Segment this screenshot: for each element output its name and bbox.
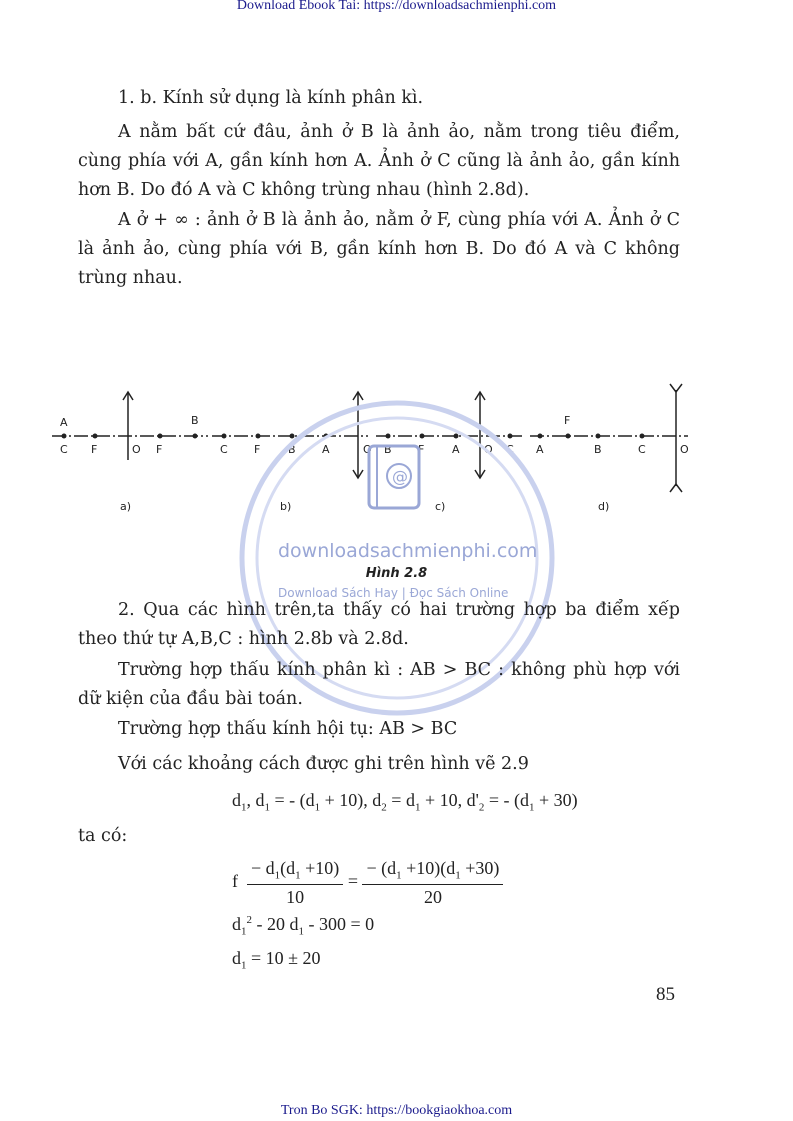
svg-text:@: @: [392, 467, 408, 486]
footer-link[interactable]: Tron Bo SGK: https://bookgiaokhoa.com: [280, 1103, 513, 1118]
svg-text:O: O: [680, 443, 689, 456]
label-B: B: [191, 414, 199, 427]
svg-text:C: C: [506, 443, 514, 456]
equation-3: $d_1^2 - 20$ $d_1 - 300 = 0$: [232, 914, 375, 938]
paragraph-1: A nằm bất cứ đâu, ảnh ở B là ảnh ảo, nằm trong tiêu điểm, cùng phía với A, gần kính hơn A. Ảnh ở C cũng là ảnh ảo, gần kính hơn B. Do đó A và C không trùng nhau (hình 2.8d).: [78, 122, 680, 200]
svg-text:B: B: [594, 443, 602, 456]
equation-4: $d_1 = 10 \pm 20$: [232, 948, 321, 972]
svg-text:F: F: [91, 443, 98, 456]
svg-text:F: F: [156, 443, 163, 456]
svg-text:C: C: [638, 443, 646, 456]
paragraph-3: 2. Qua các hình trên,ta thấy có hai trường hợp ba điểm xếp theo thứ tự A,B,C : hình 2.8b và 2.8d.: [78, 600, 680, 649]
panel-d-label: d): [598, 500, 610, 513]
svg-text:A: A: [452, 443, 460, 456]
svg-text:A: A: [536, 443, 544, 456]
svg-text:F: F: [254, 443, 261, 456]
svg-text:F: F: [564, 414, 571, 427]
paragraph-6: Với các khoảng cách được ghi trên hình vẽ 2.9: [118, 754, 529, 774]
svg-text:B: B: [384, 443, 392, 456]
at-book-icon: [369, 446, 419, 508]
svg-text:C: C: [220, 443, 228, 456]
svg-text:B: B: [288, 443, 296, 456]
figure-caption: Hình 2.8: [365, 566, 428, 581]
watermark-sub: Download Sách Hay | Đọc Sách Online: [278, 586, 509, 600]
svg-text:O: O: [132, 443, 141, 456]
panel-a-label: a): [120, 500, 132, 513]
svg-text:F: F: [418, 443, 425, 456]
panel-a: [52, 392, 208, 513]
svg-text:O: O: [484, 443, 493, 456]
watermark-main: downloadsachmienphi.com: [278, 540, 538, 562]
page-number: 85: [656, 984, 675, 1005]
section-1b-heading: 1. b. Kính sử dụng là kính phân kì.: [118, 88, 424, 108]
equation-1: $d_1$, $d_1$ = - $(d_1 + 10)$, $d_2 = d_1 + 10$, $d'_2$ = - $(d_1 + 30)$: [232, 790, 578, 814]
panel-c-label: c): [435, 500, 446, 513]
svg-text:O: O: [363, 443, 372, 456]
paragraph-5: Trường hợp thấu kính hội tụ: AB > BC: [118, 719, 458, 739]
svg-text:C: C: [60, 443, 68, 456]
ta-co-label: ta có:: [78, 826, 128, 846]
panel-b-label: b): [280, 500, 292, 513]
label-A: A: [60, 416, 68, 429]
header-link[interactable]: Download Ebook Tai: https://downloadsachmienphi.com: [236, 0, 557, 13]
svg-text:A: A: [322, 443, 330, 456]
equation-2: f $\frac{- d_1(d_1 +10)}{10}$ = $\frac{- (d_1 +10)(d_1 +30)}{20}$: [232, 858, 503, 908]
paragraph-2: A ở + ∞ : ảnh ở B là ảnh ảo, nằm ở F, cùng phía với A. Ảnh ở C là ảnh ảo, cùng phía với B, gần kính hơn B. Do đó A và C không trùng nhau.: [78, 210, 680, 288]
paragraph-4: Trường hợp thấu kính phân kì : AB > BC : không phù hợp với dữ kiện của đầu bài toán.: [78, 660, 680, 709]
